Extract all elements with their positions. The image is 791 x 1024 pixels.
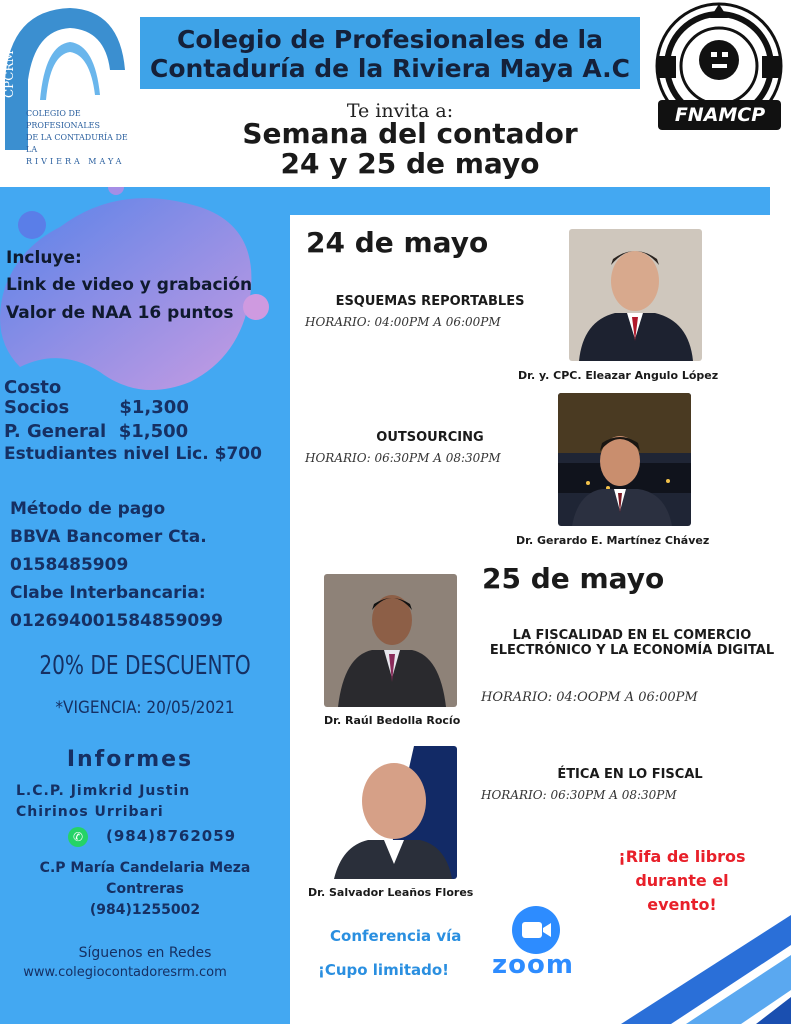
contact2-line2: Contreras	[106, 881, 184, 897]
includes-line1: Link de video y grabación	[6, 275, 253, 295]
cpcrm-acronym: CPCRM	[2, 50, 16, 98]
day1-session2-speaker: Dr. Gerardo E. Martínez Chávez	[516, 534, 710, 547]
payment-clabe: 012694001584859099	[10, 611, 223, 631]
person-silhouette-icon	[324, 574, 457, 707]
day1-session2-time: HORARIO: 06:30PM A 08:30PM	[305, 451, 501, 465]
day2-session1-topic	[472, 628, 791, 658]
contact1-line2: Chirinos Urribari	[16, 804, 164, 820]
contact1-line1: L.C.P. Jimkrid Justin	[16, 783, 191, 799]
whatsapp-icon: ✆	[68, 827, 88, 847]
conference-via-text: Conferencia vía	[330, 927, 462, 945]
discount-validity: *VIGENCIA: 20/05/2021	[55, 698, 235, 718]
website-link[interactable]: www.colegiocontadoresrm.com	[23, 965, 227, 980]
cpcrm-text-line1: COLEGIO DE PROFESIONALES	[26, 109, 100, 130]
cpcrm-text-line3: RIVIERA MAYA	[26, 157, 125, 166]
title-line1: Colegio de Profesionales de la	[176, 25, 603, 54]
cost-socios: Socios $1,300	[4, 397, 189, 418]
limited-seats-text: ¡Cupo limitado!	[318, 961, 450, 979]
day1-session1-speaker: Dr. y. CPC. Eleazar Angulo López	[518, 369, 719, 382]
invite-text: Te invita a:	[346, 100, 454, 122]
person-silhouette-icon	[569, 229, 702, 361]
zoom-icon	[512, 906, 560, 954]
payment-clabe-label: Clabe Interbancaria:	[10, 583, 206, 603]
title-line2: Contaduría de la Riviera Maya A.C	[149, 54, 631, 83]
raffle-line1: ¡Rifa de libros	[618, 847, 746, 866]
speaker-photo-martinez	[558, 393, 691, 526]
day1-session2-topic: OUTSOURCING	[376, 430, 484, 445]
event-title-line1: Semana del contador	[242, 117, 578, 150]
title-banner	[140, 17, 640, 89]
follow-text: Síguenos en Redes	[78, 945, 212, 961]
zoom-camera-icon	[512, 906, 560, 954]
discount-text: 20% DE DESCUENTO	[39, 651, 251, 681]
day2-session1-speaker: Dr. Raúl Bedolla Rocío	[324, 714, 461, 727]
contact1-phone: (984)8762059	[106, 827, 237, 845]
cost-general: P. General $1,500	[4, 421, 189, 442]
fnamcp-logo	[648, 0, 791, 143]
event-title-line2: 24 y 25 de mayo	[280, 147, 540, 180]
decorative-blob	[0, 187, 290, 407]
includes-title: Incluye:	[6, 248, 82, 268]
speaker-photo-bedolla	[324, 574, 457, 707]
day2-session2-speaker: Dr. Salvador Leaños Flores	[308, 886, 474, 899]
info-title: Informes	[66, 747, 194, 772]
day2-date: 25 de mayo	[482, 562, 665, 595]
day2-session1-time: HORARIO: 04:OOPM A 06:00PM	[481, 690, 698, 705]
payment-account: 0158485909	[10, 555, 129, 575]
day1-date: 24 de mayo	[306, 226, 489, 259]
raffle-line2: durante el	[635, 871, 729, 890]
cost-students: Estudiantes nivel Lic. $700	[4, 444, 262, 464]
event-title	[230, 119, 590, 179]
day2-session1-topic-line1: LA FISCALIDAD EN EL COMERCIO	[512, 628, 752, 643]
corner-stripes	[591, 915, 791, 1024]
day1-session1-topic: ESQUEMAS REPORTABLES	[335, 294, 525, 309]
top-blue-strip	[290, 187, 770, 215]
cost-title: Costo	[4, 377, 62, 398]
contact2-line1: C.P María Candelaria Meza	[39, 860, 251, 876]
cpcrm-logo	[0, 0, 135, 166]
includes-line2: Valor de NAA 16 puntos	[6, 303, 234, 323]
speaker-photo-leanos	[324, 746, 457, 879]
person-silhouette-icon	[558, 393, 691, 526]
cpcrm-text-line2: DE LA CONTADURÍA DE LA	[26, 133, 128, 154]
person-silhouette-icon	[324, 746, 457, 879]
raffle-notice	[612, 845, 752, 917]
day2-session2-topic: ÉTICA EN LO FISCAL	[557, 767, 703, 782]
day2-session1-topic-line2: ELECTRÓNICO Y LA ECONOMÍA DIGITAL	[489, 643, 775, 658]
speaker-photo-angulo	[569, 229, 702, 361]
zoom-wordmark: zoom	[492, 950, 574, 980]
day2-session2-time: HORARIO: 06:30PM A 08:30PM	[481, 788, 677, 802]
payment-title: Método de pago	[10, 499, 166, 519]
raffle-line3: evento!	[647, 895, 717, 914]
payment-bank: BBVA Bancomer Cta.	[10, 527, 207, 547]
fnamcp-label: FNAMCP	[674, 104, 766, 126]
day1-session1-time: HORARIO: 04:00PM A 06:00PM	[305, 315, 501, 329]
contact2-phone: (984)1255002	[89, 902, 201, 918]
left-info-panel	[0, 187, 290, 1024]
